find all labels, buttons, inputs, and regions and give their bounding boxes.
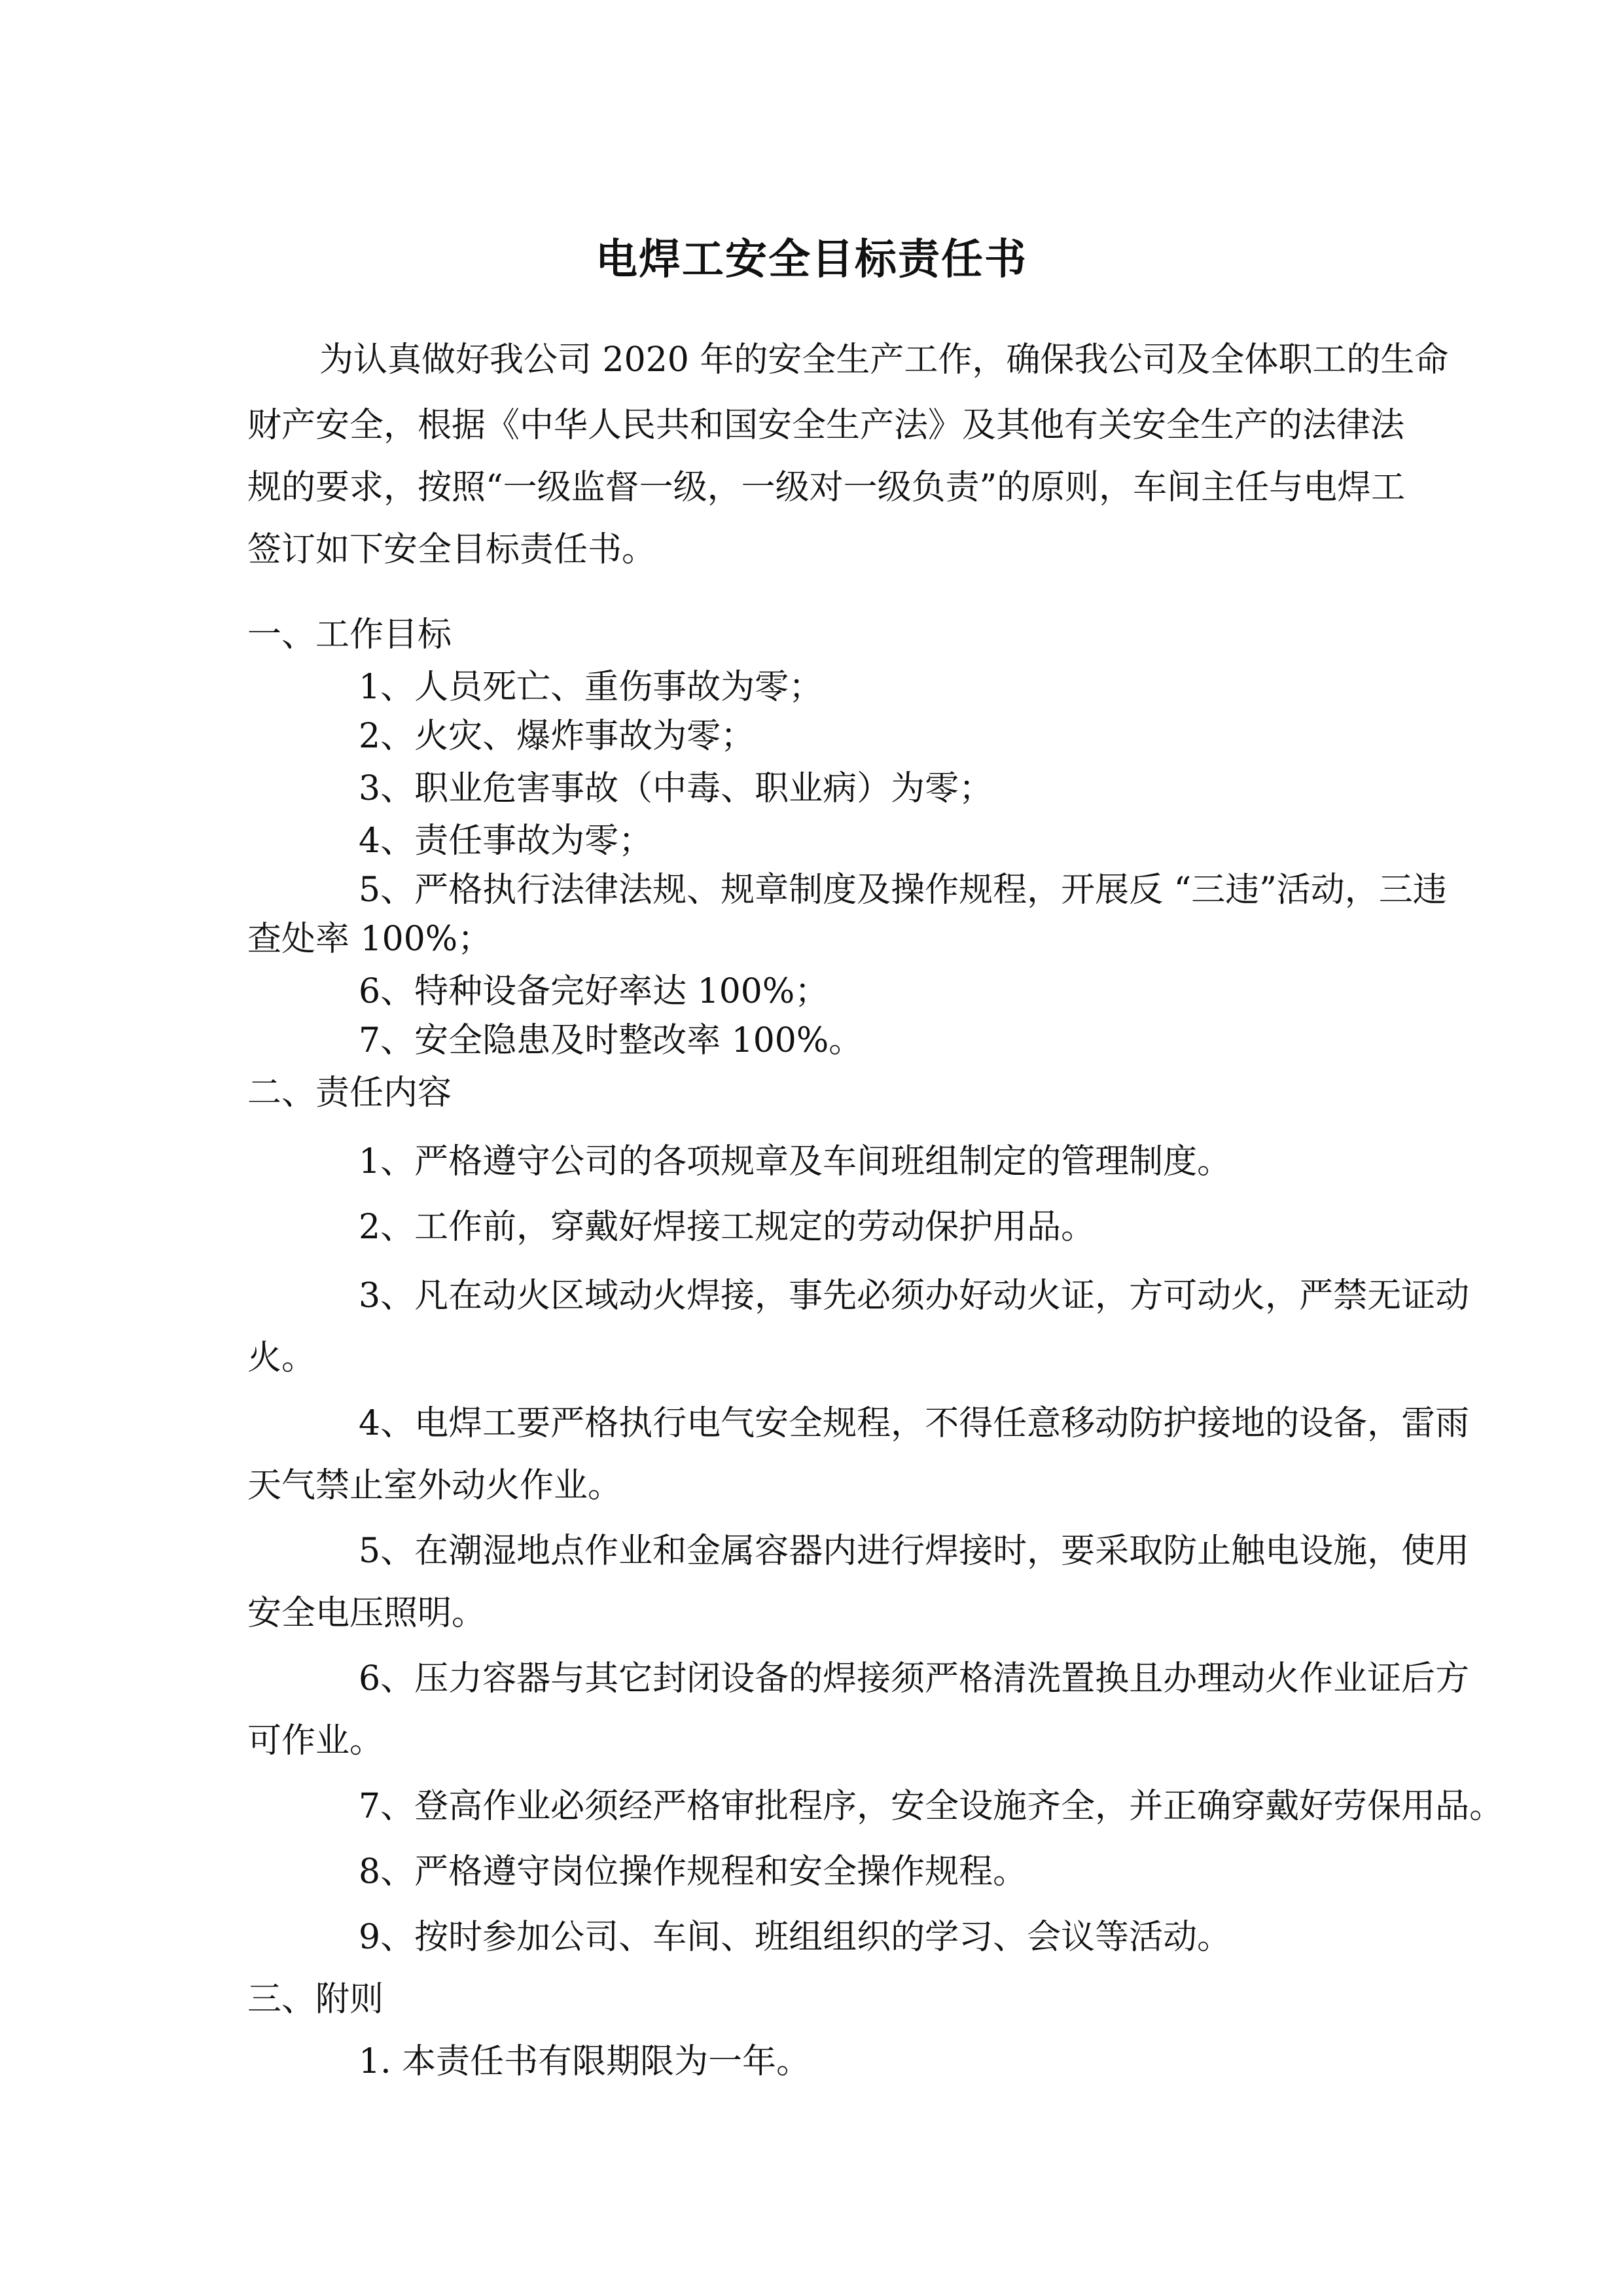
list-item: 9、按时参加公司、车间、班组组织的学习、会议等活动。 [359,1918,1232,1957]
list-item: 8、严格遵守岗位操作规程和安全操作规程。 [359,1852,1027,1892]
section-heading: 三、附则 [247,1980,384,2019]
section-heading: 一、工作目标 [247,615,452,655]
section-heading: 二、责任内容 [247,1073,452,1113]
list-item: 3、职业危害事故（中毒、职业病）为零； [359,769,993,808]
list-item: 6、压力容器与其它封闭设备的焊接须严格清洗置换且办理动火作业证后方 [359,1659,1470,1698]
list-item: 4、责任事故为零； [359,821,653,861]
list-item: 1. 本责任书有限期限为一年。 [359,2042,811,2081]
list-item: 5、严格执行法律法规、规章制度及操作规程，开展反 “三违”活动，三违 [359,870,1447,910]
list-item: 5、在潮湿地点作业和金属容器内进行焊接时，要采取防止触电设施，使用 [359,1532,1470,1571]
list-item: 安全电压照明。 [247,1594,486,1633]
list-item: 火。 [247,1338,316,1378]
list-item: 7、登高作业必须经严格审批程序，安全设施齐全，并正确穿戴好劳保用品。 [359,1787,1504,1826]
list-item: 天气禁止室外动火作业。 [247,1466,622,1505]
list-item: 2、工作前，穿戴好焊接工规定的劳动保护用品。 [359,1208,1096,1247]
intro-line: 签订如下安全目标责任书。 [247,530,656,569]
list-item: 2、火灾、爆炸事故为零； [359,717,755,756]
intro-line: 为认真做好我公司 2020 年的安全生产工作，确保我公司及全体职工的生命 [319,340,1449,380]
document-title: 电焊工安全目标责任书 [596,236,1027,284]
list-item: 查处率 100%； [247,920,492,959]
list-item: 6、特种设备完好率达 100%； [359,972,829,1011]
list-item: 7、安全隐患及时整改率 100%。 [359,1021,863,1060]
intro-line: 财产安全，根据《中华人民共和国安全生产法》及其他有关安全生产的法律法 [247,406,1405,445]
list-item: 1、严格遵守公司的各项规章及车间班组制定的管理制度。 [359,1142,1232,1181]
list-item: 可作业。 [247,1721,384,1761]
list-item: 4、电焊工要严格执行电气安全规程，不得任意移动防护接地的设备，雷雨 [359,1404,1470,1443]
intro-line: 规的要求，按照“一级监督一级，一级对一级负责”的原则，车间主任与电焊工 [247,468,1406,507]
list-item: 3、凡在动火区域动火焊接，事先必须办好动火证，方可动火，严禁无证动 [359,1276,1470,1316]
list-item: 1、人员死亡、重伤事故为零； [359,668,823,707]
